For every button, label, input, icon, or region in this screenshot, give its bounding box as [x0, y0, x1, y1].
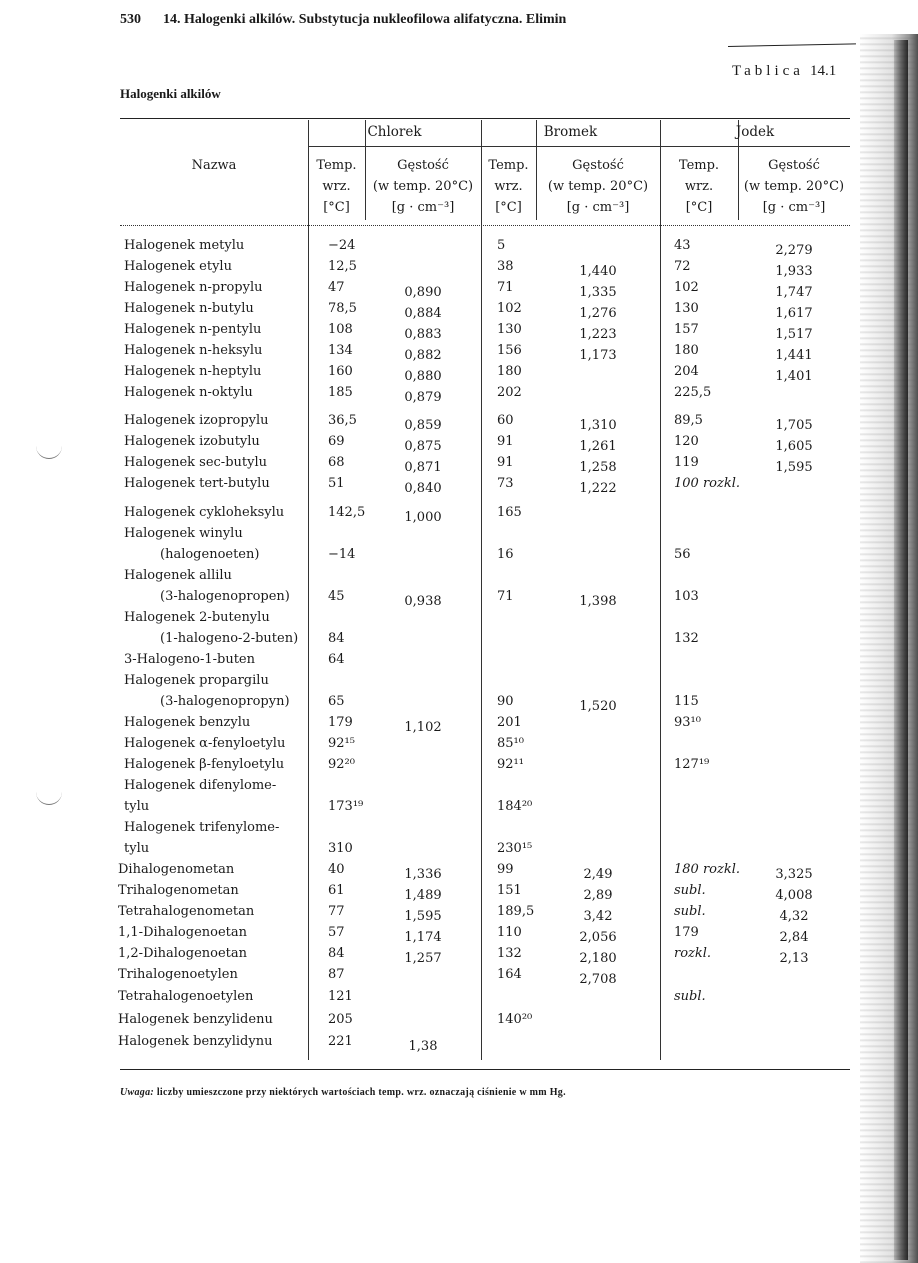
- table-header-rule: [120, 225, 850, 226]
- row-name: 1,2-Dihalogenoetan: [118, 946, 248, 961]
- row-name: Halogenek winylu: [124, 526, 243, 541]
- cell-cl-t: 84: [328, 946, 345, 961]
- row-name: Halogenek difenylome-: [124, 778, 277, 793]
- cell-i-t: 225,5: [674, 385, 712, 400]
- cell-i-t: 89,5: [674, 413, 703, 428]
- scanned-page-edge: [860, 34, 918, 1263]
- cell-cl-d: 0,883: [404, 327, 442, 342]
- row-name: Halogenek allilu: [124, 568, 232, 583]
- row-name: Halogenek benzylidenu: [118, 1012, 273, 1027]
- cell-cl-t: 205: [328, 1012, 353, 1027]
- row-name: tylu: [124, 799, 150, 814]
- row-name: Halogenek etylu: [124, 259, 232, 274]
- cell-cl-d: 0,882: [404, 348, 442, 363]
- cell-br-t: 130: [497, 322, 522, 337]
- cell-br-d: 1,520: [579, 699, 617, 714]
- cell-cl-t: 185: [328, 385, 353, 400]
- cell-i-t: 204: [674, 364, 699, 379]
- cell-cl-t: 77: [328, 904, 345, 919]
- column-header-dens: (w temp. 20°C): [547, 179, 649, 194]
- table-label: [732, 63, 836, 80]
- cell-br-d: 1,222: [579, 481, 617, 496]
- row-name: Halogenek sec-butylu: [124, 455, 267, 470]
- row-name: Halogenek β-fenyloetylu: [124, 757, 285, 772]
- cell-cl-d: 1,174: [404, 930, 442, 945]
- punch-hole-mark: [36, 442, 62, 459]
- cell-i-t: subl.: [674, 904, 706, 919]
- cell-i-t: 157: [674, 322, 699, 337]
- punch-hole-mark: [36, 788, 62, 805]
- cell-br-d: 3,42: [583, 909, 613, 924]
- cell-br-d: 1,398: [579, 594, 617, 609]
- footnote-text: liczby umieszczone przy niektórych wartościach temp. wrz. oznaczają ciśnienie w mm Hg.: [156, 1087, 566, 1098]
- cell-br-t: 60: [497, 413, 514, 428]
- row-name: Halogenek α-fenyloetylu: [124, 736, 286, 751]
- cell-br-t: 156: [497, 343, 522, 358]
- cell-i-d: 1,617: [775, 306, 813, 321]
- cell-cl-t: 179: [328, 715, 353, 730]
- cell-i-d: 2,13: [779, 951, 809, 966]
- row-name: Halogenek n-heptylu: [124, 364, 262, 379]
- cell-br-d: 1,258: [579, 460, 617, 475]
- row-name: Halogenek n-propylu: [124, 280, 263, 295]
- cell-br-t: 201: [497, 715, 522, 730]
- cell-i-t: 179: [674, 925, 699, 940]
- row-name: Dihalogenometan: [118, 862, 235, 877]
- row-name: Halogenek n-pentylu: [124, 322, 262, 337]
- cell-i-t: 93¹⁰: [674, 715, 701, 730]
- cell-cl-t: −14: [328, 547, 356, 562]
- cell-br-d: 1,276: [579, 306, 617, 321]
- cell-cl-d: 1,336: [404, 867, 442, 882]
- column-header-temp: Temp.: [488, 158, 529, 173]
- cell-i-t: 132: [674, 631, 699, 646]
- cell-i-d: 1,595: [775, 460, 813, 475]
- cell-i-t: 120: [674, 434, 699, 449]
- column-group-header: Jodek: [735, 124, 775, 140]
- row-name: Halogenek izobutylu: [124, 434, 260, 449]
- cell-cl-d: 0,875: [404, 439, 442, 454]
- cell-br-t: 230¹⁵: [497, 841, 533, 856]
- cell-br-d: 1,223: [579, 327, 617, 342]
- cell-cl-d: 0,884: [404, 306, 442, 321]
- cell-i-t: subl.: [674, 883, 706, 898]
- cell-cl-d: 1,000: [404, 510, 442, 525]
- table-column-rule: [308, 120, 309, 1060]
- column-header-temp: wrz.: [322, 179, 351, 194]
- table-header-rule: [481, 146, 660, 147]
- cell-i-d: 1,401: [775, 369, 813, 384]
- cell-cl-t: 12,5: [328, 259, 357, 274]
- cell-i-t: 180 rozkl.: [674, 862, 741, 877]
- cell-i-t: 100 rozkl.: [674, 476, 741, 491]
- cell-br-t: 5: [497, 238, 506, 253]
- cell-i-t: 103: [674, 589, 699, 604]
- cell-br-t: 110: [497, 925, 522, 940]
- cell-cl-d: 1,38: [408, 1039, 438, 1054]
- cell-cl-d: 0,840: [404, 481, 442, 496]
- cell-i-t: 72: [674, 259, 691, 274]
- cell-cl-t: 69: [328, 434, 345, 449]
- cell-br-t: 151: [497, 883, 522, 898]
- cell-br-t: 99: [497, 862, 514, 877]
- column-header-dens: Gęstość: [768, 158, 820, 173]
- cell-cl-t: −24: [328, 238, 356, 253]
- cell-cl-d: 1,257: [404, 951, 442, 966]
- table-label-rule: [728, 43, 856, 47]
- cell-cl-t: 36,5: [328, 413, 357, 428]
- row-name: 3-Halogeno-1-buten: [124, 652, 255, 667]
- table-header-rule: [660, 146, 850, 147]
- cell-cl-d: 1,102: [404, 720, 442, 735]
- cell-br-t: 38: [497, 259, 514, 274]
- column-header-temp: [°C]: [685, 200, 713, 215]
- cell-br-d: 1,440: [579, 264, 617, 279]
- cell-cl-t: 87: [328, 967, 345, 982]
- cell-br-t: 92¹¹: [497, 757, 524, 772]
- column-header-temp: wrz.: [494, 179, 523, 194]
- table-title: Halogenki alkilów: [120, 86, 221, 101]
- cell-i-t: rozkl.: [674, 946, 712, 961]
- row-name: Halogenek tert-butylu: [124, 476, 270, 491]
- cell-i-t: 56: [674, 547, 691, 562]
- cell-cl-d: 0,871: [404, 460, 442, 475]
- cell-cl-t: 84: [328, 631, 345, 646]
- cell-br-t: 165: [497, 505, 522, 520]
- table-header-rule: [308, 146, 481, 147]
- cell-i-d: 1,747: [775, 285, 813, 300]
- cell-br-d: 2,89: [583, 888, 613, 903]
- column-header-dens: [g · cm⁻³]: [566, 200, 630, 215]
- cell-br-t: 189,5: [497, 904, 535, 919]
- row-name: (3-halogenopropen): [160, 589, 290, 604]
- column-header-dens: [g · cm⁻³]: [762, 200, 826, 215]
- cell-cl-t: 108: [328, 322, 353, 337]
- cell-br-d: 1,261: [579, 439, 617, 454]
- row-name: Halogenek propargilu: [124, 673, 269, 688]
- row-name: Halogenek cykloheksylu: [124, 505, 285, 520]
- cell-br-t: 184²⁰: [497, 799, 533, 814]
- cell-br-t: 91: [497, 455, 514, 470]
- cell-cl-t: 64: [328, 652, 345, 667]
- row-name: Halogenek benzylu: [124, 715, 251, 730]
- cell-br-t: 180: [497, 364, 522, 379]
- cell-cl-t: 121: [328, 989, 353, 1004]
- cell-i-d: 2,84: [779, 930, 809, 945]
- cell-i-t: 102: [674, 280, 699, 295]
- cell-cl-d: 1,489: [404, 888, 442, 903]
- cell-cl-t: 51: [328, 476, 345, 491]
- footnote-label: Uwaga:: [120, 1087, 155, 1098]
- cell-br-t: 140²⁰: [497, 1012, 533, 1027]
- column-group-header: Bromek: [543, 124, 598, 140]
- cell-cl-t: 47: [328, 280, 345, 295]
- cell-cl-d: 0,890: [404, 285, 442, 300]
- cell-i-t: 119: [674, 455, 699, 470]
- cell-br-d: 2,180: [579, 951, 617, 966]
- column-header-temp: Temp.: [678, 158, 720, 173]
- cell-br-t: 202: [497, 385, 522, 400]
- column-header-dens: [g · cm⁻³]: [391, 200, 455, 215]
- row-name: Halogenek benzylidynu: [118, 1034, 273, 1049]
- cell-br-d: 2,49: [583, 867, 613, 882]
- column-header-temp: wrz.: [684, 179, 714, 194]
- cell-cl-t: 68: [328, 455, 345, 470]
- row-name: Trihalogenoetylen: [118, 967, 238, 982]
- cell-br-d: 2,056: [579, 930, 617, 945]
- column-header-temp: [°C]: [495, 200, 522, 215]
- cell-cl-t: 65: [328, 694, 345, 709]
- cell-br-t: 91: [497, 434, 514, 449]
- row-name: Halogenek n-heksylu: [124, 343, 263, 358]
- row-name: Halogenek n-oktylu: [124, 385, 253, 400]
- row-name: tylu: [124, 841, 150, 856]
- cell-cl-t: 142,5: [328, 505, 366, 520]
- row-name: (halogenoeten): [160, 547, 260, 562]
- cell-i-d: 1,605: [775, 439, 813, 454]
- book-spine-shadow: [894, 40, 908, 1260]
- cell-cl-d: 0,880: [404, 369, 442, 384]
- column-header-name: Nazwa: [191, 158, 237, 173]
- cell-br-t: 85¹⁰: [497, 736, 524, 751]
- cell-cl-d: 1,595: [404, 909, 442, 924]
- table-column-rule: [660, 120, 661, 1060]
- cell-i-d: 2,279: [775, 243, 813, 258]
- column-header-dens: Gęstość: [397, 158, 449, 173]
- cell-cl-d: 0,859: [404, 418, 442, 433]
- table-label-word: Tablica: [732, 63, 804, 79]
- cell-br-t: 102: [497, 301, 522, 316]
- row-name: Halogenek n-butylu: [124, 301, 254, 316]
- row-name: 1,1-Dihalogenoetan: [118, 925, 248, 940]
- cell-i-d: 1,441: [775, 348, 813, 363]
- cell-i-t: 43: [674, 238, 691, 253]
- cell-i-t: 180: [674, 343, 699, 358]
- cell-i-d: 1,933: [775, 264, 813, 279]
- cell-br-d: 2,708: [579, 972, 617, 987]
- running-header: [120, 12, 840, 28]
- footnote: [120, 1087, 566, 1098]
- table-column-rule: [481, 120, 482, 1060]
- cell-cl-d: 0,938: [404, 594, 442, 609]
- page-number: 530: [120, 12, 141, 27]
- cell-i-d: 1,517: [775, 327, 813, 342]
- cell-cl-d: 0,879: [404, 390, 442, 405]
- cell-br-d: 1,173: [579, 348, 617, 363]
- column-header-dens: (w temp. 20°C): [743, 179, 845, 194]
- cell-br-t: 73: [497, 476, 514, 491]
- row-name: Halogenek izopropylu: [124, 413, 269, 428]
- cell-br-t: 90: [497, 694, 514, 709]
- column-header-temp: [°C]: [323, 200, 350, 215]
- cell-br-d: 1,335: [579, 285, 617, 300]
- cell-br-t: 16: [497, 547, 514, 562]
- cell-cl-t: 134: [328, 343, 353, 358]
- cell-cl-t: 221: [328, 1034, 353, 1049]
- cell-i-d: 4,008: [775, 888, 813, 903]
- table-number: 14.1: [809, 63, 837, 79]
- cell-br-t: 71: [497, 280, 514, 295]
- column-header-temp: Temp.: [316, 158, 357, 173]
- row-name: Halogenek 2-butenylu: [124, 610, 270, 625]
- cell-i-t: subl.: [674, 989, 706, 1004]
- cell-br-d: 1,310: [579, 418, 617, 433]
- cell-i-t: 127¹⁹: [674, 757, 710, 772]
- row-name: Halogenek metylu: [124, 238, 245, 253]
- cell-i-d: 4,32: [779, 909, 809, 924]
- cell-br-t: 132: [497, 946, 522, 961]
- cell-cl-t: 92¹⁵: [328, 736, 355, 751]
- row-name: (3-halogenopropyn): [160, 694, 290, 709]
- row-name: Halogenek trifenylome-: [124, 820, 280, 835]
- cell-i-t: 130: [674, 301, 699, 316]
- cell-cl-t: 92²⁰: [328, 757, 355, 772]
- cell-cl-t: 160: [328, 364, 353, 379]
- cell-cl-t: 40: [328, 862, 345, 877]
- cell-cl-t: 310: [328, 841, 353, 856]
- cell-cl-t: 78,5: [328, 301, 357, 316]
- column-group-header: Chlorek: [367, 124, 422, 140]
- chapter-title: 14. Halogenki alkilów. Substytucja nukleofilowa alifatyczna. Elimin: [163, 12, 567, 27]
- row-name: Tetrahalogenoetylen: [118, 989, 254, 1004]
- cell-i-t: 115: [674, 694, 699, 709]
- row-name: Tetrahalogenometan: [118, 904, 255, 919]
- cell-cl-t: 57: [328, 925, 345, 940]
- cell-i-d: 3,325: [775, 867, 813, 882]
- cell-br-t: 164: [497, 967, 522, 982]
- cell-br-t: 71: [497, 589, 514, 604]
- column-header-dens: (w temp. 20°C): [372, 179, 474, 194]
- cell-i-d: 1,705: [775, 418, 813, 433]
- cell-cl-t: 61: [328, 883, 345, 898]
- row-name: Trihalogenometan: [118, 883, 239, 898]
- cell-cl-t: 173¹⁹: [328, 799, 364, 814]
- column-header-dens: Gęstość: [572, 158, 624, 173]
- cell-cl-t: 45: [328, 589, 345, 604]
- row-name: (1-halogeno-2-buten): [160, 631, 299, 646]
